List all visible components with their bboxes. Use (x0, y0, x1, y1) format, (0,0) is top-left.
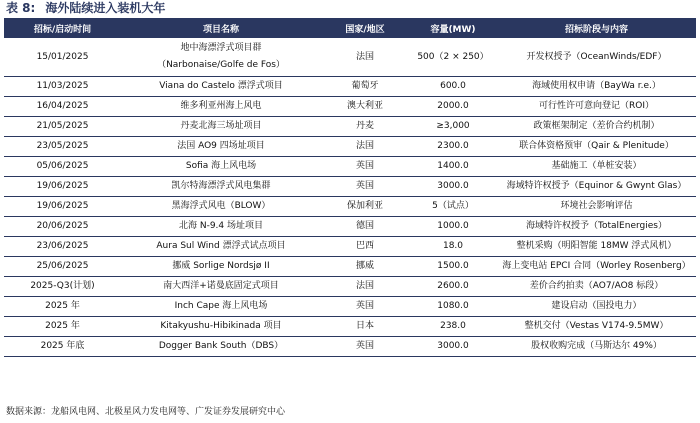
cell-country: 日本 (321, 317, 409, 337)
cell-date: 21/05/2025 (4, 117, 121, 137)
cell-date: 11/03/2025 (4, 77, 121, 97)
cell-stage: 整机交付（Vestas V174-9.5MW） (497, 317, 696, 337)
cell-stage: 可行性许可意向登记（ROI） (497, 97, 696, 117)
cell-country: 英国 (321, 297, 409, 317)
project-name-line-2: （Narbonaise/Golfe de Fos） (157, 60, 285, 70)
table-title-label: 表 8: (6, 1, 36, 15)
table-row (4, 38, 696, 77)
cell-capacity: 5（试点） (409, 197, 497, 217)
cell-country: 法国 (321, 38, 409, 77)
table-row (4, 77, 696, 97)
cell-country: 法国 (321, 137, 409, 157)
cell-capacity: 3000.0 (409, 337, 497, 357)
cell-date: 05/06/2025 (4, 157, 121, 177)
cell-project-name (121, 38, 321, 77)
cell-date: 19/06/2025 (4, 197, 121, 217)
table-row (4, 237, 696, 257)
cell-country: 英国 (321, 177, 409, 197)
cell-capacity: 600.0 (409, 77, 497, 97)
cell-capacity: 2600.0 (409, 277, 497, 297)
projects-table (4, 18, 696, 357)
table-row (4, 317, 696, 337)
table-row (4, 277, 696, 297)
cell-project-name: Aura Sul Wind 漂浮式试点项目 (121, 237, 321, 257)
cell-capacity: 500（2 × 250） (409, 38, 497, 77)
cell-project-name: 维多利亚州海上风电 (121, 97, 321, 117)
cell-country: 巴西 (321, 237, 409, 257)
table-row (4, 97, 696, 117)
cell-date: 23/05/2025 (4, 137, 121, 157)
table-title-text: 海外陆续进入装机大年 (45, 1, 166, 15)
cell-capacity: ≥3,000 (409, 117, 497, 137)
cell-country: 英国 (321, 337, 409, 357)
cell-stage: 开发权授予（OceanWinds/EDF） (497, 38, 696, 77)
cell-capacity: 3000.0 (409, 177, 497, 197)
cell-stage: 建设启动（国投电力） (497, 297, 696, 317)
cell-project-name: 黑海浮式风电（BLOW） (121, 197, 321, 217)
cell-date: 2025 年 (4, 297, 121, 317)
cell-capacity: 2300.0 (409, 137, 497, 157)
cell-country: 英国 (321, 157, 409, 177)
table-body (4, 38, 696, 357)
table-row (4, 297, 696, 317)
cell-country: 挪威 (321, 257, 409, 277)
table-row (4, 157, 696, 177)
cell-project-name: 法国 AO9 四场址项目 (121, 137, 321, 157)
cell-project-name: 凯尔特海漂浮式风电集群 (121, 177, 321, 197)
cell-date: 16/04/2025 (4, 97, 121, 117)
cell-date: 20/06/2025 (4, 217, 121, 237)
cell-stage: 环境社会影响评估 (497, 197, 696, 217)
project-name-line-1: 地中海漂浮式项目群 (180, 43, 262, 53)
cell-country: 丹麦 (321, 117, 409, 137)
table-row (4, 197, 696, 217)
cell-capacity: 18.0 (409, 237, 497, 257)
data-source-note: 数据来源：龙船风电网、北极星风力发电网等、广发证券发展研究中心 (6, 407, 286, 417)
table-header-row (4, 18, 696, 38)
cell-capacity: 2000.0 (409, 97, 497, 117)
cell-country: 德国 (321, 217, 409, 237)
header-country: 国家/地区 (321, 18, 409, 38)
cell-stage: 海域特许权授予（Equinor & Gwynt Glas） (497, 177, 696, 197)
header-stage: 招标阶段与内容 (497, 18, 696, 38)
cell-date: 19/06/2025 (4, 177, 121, 197)
cell-capacity: 1500.0 (409, 257, 497, 277)
table-row (4, 337, 696, 357)
table-row (4, 137, 696, 157)
table-row (4, 257, 696, 277)
cell-project-name: Viana do Castelo 漂浮式项目 (121, 77, 321, 97)
cell-stage: 联合体资格预审（Qair & Plenitude） (497, 137, 696, 157)
table-row (4, 177, 696, 197)
cell-stage: 股权收购完成（马斯达尔 49%） (497, 337, 696, 357)
cell-country: 葡萄牙 (321, 77, 409, 97)
table-row (4, 117, 696, 137)
cell-date: 2025 年 (4, 317, 121, 337)
cell-stage: 整机采购（明阳智能 18MW 浮式风机） (497, 237, 696, 257)
cell-project-name: Dogger Bank South（DBS） (121, 337, 321, 357)
cell-capacity: 1080.0 (409, 297, 497, 317)
cell-capacity: 1400.0 (409, 157, 497, 177)
cell-stage: 海域使用权申请（BayWa r.e.） (497, 77, 696, 97)
cell-date: 23/06/2025 (4, 237, 121, 257)
cell-project-name: Sofia 海上风电场 (121, 157, 321, 177)
cell-stage: 差价合约拍卖（AO7/AO8 标段） (497, 277, 696, 297)
cell-project-name: 北海 N-9.4 场址项目 (121, 217, 321, 237)
table-title (6, 1, 165, 15)
cell-stage: 基础施工（单桩安装） (497, 157, 696, 177)
cell-stage: 海域特许权授予（TotalEnergies） (497, 217, 696, 237)
header-project-name: 项目名称 (121, 18, 321, 38)
cell-project-name: 丹麦北海三场址项目 (121, 117, 321, 137)
cell-capacity: 238.0 (409, 317, 497, 337)
header-date: 招标/启动时间 (4, 18, 121, 38)
cell-country: 澳大利亚 (321, 97, 409, 117)
cell-project-name: 挪威 Sorlige Nordsjø II (121, 257, 321, 277)
cell-date: 25/06/2025 (4, 257, 121, 277)
cell-country: 法国 (321, 277, 409, 297)
header-capacity: 容量(MW) (409, 18, 497, 38)
cell-capacity: 1000.0 (409, 217, 497, 237)
cell-project-name: 南大西洋+诺曼底固定式项目 (121, 277, 321, 297)
cell-stage: 政策框架制定（差价合约机制） (497, 117, 696, 137)
cell-date: 15/01/2025 (4, 38, 121, 77)
cell-project-name: Inch Cape 海上风电场 (121, 297, 321, 317)
cell-project-name: Kitakyushu-Hibikinada 项目 (121, 317, 321, 337)
cell-country: 保加利亚 (321, 197, 409, 217)
cell-stage: 海上变电站 EPCI 合同（Worley Rosenberg） (497, 257, 696, 277)
cell-date: 2025 年底 (4, 337, 121, 357)
cell-date: 2025-Q3(计划) (4, 277, 121, 297)
table-row (4, 217, 696, 237)
